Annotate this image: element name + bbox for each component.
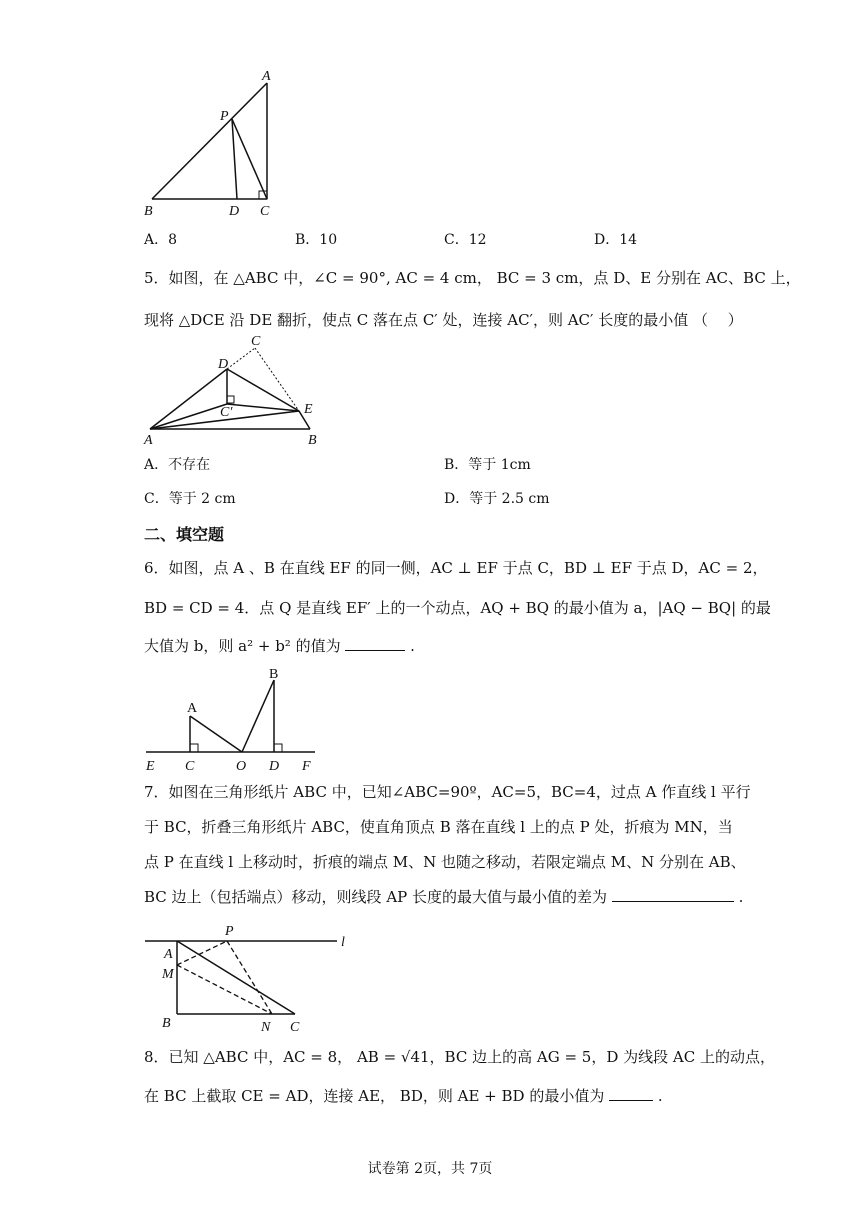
q6-label-a: A xyxy=(187,701,198,716)
q5-label-a: A xyxy=(144,433,153,448)
q4-label-b: B xyxy=(144,204,153,219)
q6-label-e: E xyxy=(146,759,155,774)
q6-text-line-3-end: . xyxy=(410,637,415,655)
q5-text-line-2: 现将 △DCE 沿 DE 翻折，使点 C 落在点 C′ 处，连接 AC′，则 AC′ 长度的最小值 （ ） xyxy=(144,311,743,329)
q4-option-c: C．12 xyxy=(444,232,487,248)
q4-option-a: A．8 xyxy=(144,232,178,248)
q8-answer-blank[interactable] xyxy=(609,1086,653,1101)
q7-figure xyxy=(140,920,365,1035)
q7-label-l: l xyxy=(341,935,345,950)
q7-text-line-2: 于 BC，折叠三角形纸片 ABC，使直角顶点 B 落在直线 l 上的点 P 处，折痕为 MN，当 xyxy=(144,818,733,836)
q7-label-p: P xyxy=(225,924,234,939)
q7-label-c: C xyxy=(290,1020,300,1035)
q6-text-line-1: 6．如图，点 A 、B 在直线 EF 的同一侧，AC ⊥ EF 于点 C，BD ⊥ EF 于点 D，AC = 2， xyxy=(144,559,768,577)
q4-option-b: B．10 xyxy=(295,232,338,248)
page-footer: 试卷第 2页，共 7页 xyxy=(367,1161,493,1177)
q7-text-line-4-body: BC 边上（包括端点）移动，则线段 AP 长度的最大值与最小值的差为 xyxy=(144,888,608,906)
q4-label-d: D xyxy=(229,204,240,219)
q4-label-p: P xyxy=(220,109,229,124)
q6-answer-blank[interactable] xyxy=(345,636,405,651)
section-title-fill-in: 二、填空题 xyxy=(144,525,225,544)
q4-label-a: A xyxy=(262,69,271,84)
q5-label-e: E xyxy=(304,402,313,417)
q6-figure xyxy=(140,664,320,776)
q6-label-f: F xyxy=(302,759,311,774)
q6-text-line-2: BD = CD = 4．点 Q 是直线 EF′ 上的一个动点，AQ + BQ 的最小值为 a，|AQ − BQ| 的最 xyxy=(144,599,771,617)
q6-label-c: C xyxy=(185,759,195,774)
q7-label-a: A xyxy=(164,947,173,962)
q7-text-line-3: 点 P 在直线 l 上移动时，折痕的端点 M、N 也随之移动，若限定端点 M、N 分别在 AB、 xyxy=(144,853,746,871)
q6-label-d: D xyxy=(269,759,280,774)
q5-option-d: D．等于 2.5 cm xyxy=(444,491,550,507)
q7-text-line-4-end: . xyxy=(738,888,744,906)
q8-text-line-1: 8．已知 △ABC 中，AC = 8， AB = √41，BC 边上的高 AG = 5，D 为线段 AC 上的动点， xyxy=(144,1048,775,1066)
q5-label-c-prime: C′ xyxy=(220,405,233,420)
q5-option-a: A．不存在 xyxy=(144,457,211,473)
q4-figure xyxy=(140,62,290,222)
q6-label-b: B xyxy=(269,667,279,682)
q5-label-c: C xyxy=(251,334,261,349)
q5-text-line-1: 5．如图，在 △ABC 中，∠C = 90°, AC = 4 cm， BC = 3 cm，点 D、E 分别在 AC、BC 上， xyxy=(144,269,801,287)
q8-text-line-2-end: . xyxy=(657,1087,663,1105)
q7-answer-blank[interactable] xyxy=(612,887,734,902)
q6-text-line-3 xyxy=(144,636,415,656)
q5-label-b: B xyxy=(308,433,317,448)
q7-text-line-4 xyxy=(144,887,743,907)
q4-label-c: C xyxy=(260,204,270,219)
q5-figure xyxy=(140,334,330,449)
q7-text-line-1: 7．如图在三角形纸片 ABC 中，已知∠ABC=90º，AC=5，BC=4，过点 A 作直线 l 平行 xyxy=(144,783,751,801)
q6-text-line-3-body: 大值为 b，则 a² + b² 的值为 xyxy=(144,637,341,655)
q5-option-b: B．等于 1cm xyxy=(444,457,531,473)
q7-label-m: M xyxy=(162,967,174,982)
q4-option-d: D．14 xyxy=(594,232,638,248)
q5-label-d: D xyxy=(218,357,229,372)
q6-label-o: O xyxy=(236,759,247,774)
q8-text-line-2-body: 在 BC 上截取 CE = AD，连接 AE， BD，则 AE + BD 的最小值为 xyxy=(144,1087,605,1105)
q7-label-b: B xyxy=(162,1016,171,1031)
q5-option-c: C．等于 2 cm xyxy=(144,491,236,507)
q7-label-n: N xyxy=(261,1020,271,1035)
q8-text-line-2 xyxy=(144,1086,663,1106)
